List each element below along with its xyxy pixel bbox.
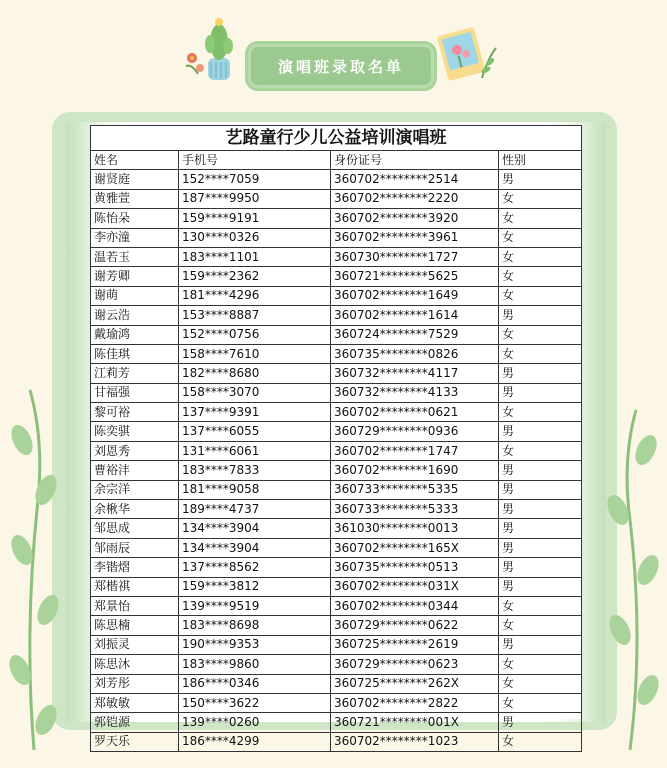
cell-gender: 男: [499, 364, 582, 383]
cell-name: 刘振灵: [91, 635, 179, 654]
cell-id-number: 360702********2822: [331, 693, 499, 712]
cell-id-number: 360725********262X: [331, 674, 499, 693]
cell-id-number: 360724********7529: [331, 325, 499, 344]
header-gender: 性别: [499, 151, 582, 170]
cell-phone: 134****3904: [179, 519, 331, 538]
cell-gender: 女: [499, 228, 582, 247]
cell-name: 黎可裕: [91, 403, 179, 422]
cell-name: 谢云浩: [91, 306, 179, 325]
cell-gender: 男: [499, 558, 582, 577]
cell-gender: 男: [499, 500, 582, 519]
table-title: 艺路童行少儿公益培训演唱班: [91, 126, 582, 151]
cell-name: 郑楷祺: [91, 577, 179, 596]
table-row: [91, 655, 582, 674]
cell-name: 郭铠源: [91, 713, 179, 732]
banner-title: 演唱班录取名单: [248, 44, 434, 88]
cell-name: 陈佳琪: [91, 344, 179, 363]
cell-gender: 女: [499, 596, 582, 615]
cell-id-number: 360735********0826: [331, 344, 499, 363]
cell-gender: 男: [499, 170, 582, 189]
cell-id-number: 360702********165X: [331, 538, 499, 557]
cell-name: 陈奕骐: [91, 422, 179, 441]
cell-gender: 男: [499, 519, 582, 538]
table-row: [91, 635, 582, 654]
cell-phone: 183****7833: [179, 461, 331, 480]
cell-gender: 男: [499, 422, 582, 441]
cell-phone: 159****2362: [179, 267, 331, 286]
table-row: [91, 325, 582, 344]
cell-name: 曹裕沣: [91, 461, 179, 480]
cell-name: 余宗洋: [91, 480, 179, 499]
table-row: [91, 558, 582, 577]
cell-gender: 男: [499, 635, 582, 654]
cell-id-number: 360702********3920: [331, 209, 499, 228]
table-row: [91, 344, 582, 363]
cell-phone: 152****7059: [179, 170, 331, 189]
table-row: [91, 422, 582, 441]
cell-name: 甘福强: [91, 383, 179, 402]
cell-name: 郑敏敏: [91, 693, 179, 712]
potted-plant-icon: [178, 14, 248, 84]
cell-phone: 181****4296: [179, 286, 331, 305]
cell-id-number: 360735********0513: [331, 558, 499, 577]
cell-name: 刘恩秀: [91, 441, 179, 460]
table-row: [91, 247, 582, 266]
table-row: [91, 693, 582, 712]
cell-id-number: 360721********001X: [331, 713, 499, 732]
cell-phone: 134****3904: [179, 538, 331, 557]
cell-gender: 女: [499, 344, 582, 363]
cell-id-number: 360702********0344: [331, 596, 499, 615]
cell-gender: 男: [499, 480, 582, 499]
roster-table: [90, 125, 582, 752]
cell-gender: 女: [499, 247, 582, 266]
cell-gender: 女: [499, 693, 582, 712]
cell-gender: 女: [499, 267, 582, 286]
table-row: [91, 441, 582, 460]
table-row: [91, 616, 582, 635]
cell-id-number: 360702********1690: [331, 461, 499, 480]
cell-gender: 女: [499, 286, 582, 305]
cell-name: 谢贤庭: [91, 170, 179, 189]
cell-name: 郑景怡: [91, 596, 179, 615]
cell-gender: 女: [499, 189, 582, 208]
cell-gender: 女: [499, 441, 582, 460]
cell-id-number: 360729********0622: [331, 616, 499, 635]
cell-gender: 女: [499, 403, 582, 422]
header-name: 姓名: [91, 151, 179, 170]
table-header-row: [91, 151, 582, 170]
cell-phone: 137****6055: [179, 422, 331, 441]
cell-gender: 女: [499, 732, 582, 751]
table-row: [91, 383, 582, 402]
cell-gender: 男: [499, 461, 582, 480]
table-row: [91, 519, 582, 538]
table-row: [91, 732, 582, 751]
roster-sheet: [90, 125, 581, 749]
cell-gender: 女: [499, 616, 582, 635]
cell-id-number: 360702********1023: [331, 732, 499, 751]
cell-phone: 181****9058: [179, 480, 331, 499]
cell-phone: 189****4737: [179, 500, 331, 519]
table-row: [91, 306, 582, 325]
cell-id-number: 360725********2619: [331, 635, 499, 654]
cell-name: 邹思成: [91, 519, 179, 538]
cell-name: 谢芳卿: [91, 267, 179, 286]
cell-id-number: 360733********5333: [331, 500, 499, 519]
cell-phone: 130****0326: [179, 228, 331, 247]
cell-id-number: 360729********0623: [331, 655, 499, 674]
cell-name: 黄雅萱: [91, 189, 179, 208]
flower-card-icon: [430, 18, 500, 88]
cell-phone: 139****9519: [179, 596, 331, 615]
table-row: [91, 577, 582, 596]
cell-phone: 183****9860: [179, 655, 331, 674]
table-row: [91, 500, 582, 519]
cell-phone: 153****8887: [179, 306, 331, 325]
header-id-number: 身份证号: [331, 151, 499, 170]
leaf-vine-icon: [4, 380, 64, 760]
cell-id-number: 360729********0936: [331, 422, 499, 441]
cell-phone: 152****0756: [179, 325, 331, 344]
cell-id-number: 360702********0621: [331, 403, 499, 422]
cell-name: 陈怡朵: [91, 209, 179, 228]
cell-id-number: 360732********4117: [331, 364, 499, 383]
cell-phone: 139****0260: [179, 713, 331, 732]
header-phone: 手机号: [179, 151, 331, 170]
cell-id-number: 361030********0013: [331, 519, 499, 538]
cell-id-number: 360730********1727: [331, 247, 499, 266]
cell-id-number: 360702********1747: [331, 441, 499, 460]
table-row: [91, 286, 582, 305]
table-row: [91, 209, 582, 228]
table-row: [91, 713, 582, 732]
cell-phone: 187****9950: [179, 189, 331, 208]
cell-phone: 150****3622: [179, 693, 331, 712]
cell-phone: 137****9391: [179, 403, 331, 422]
cell-gender: 男: [499, 306, 582, 325]
cell-gender: 男: [499, 383, 582, 402]
cell-name: 陈思沐: [91, 655, 179, 674]
cell-id-number: 360733********5335: [331, 480, 499, 499]
cell-gender: 女: [499, 655, 582, 674]
cell-phone: 190****9353: [179, 635, 331, 654]
cell-id-number: 360702********1649: [331, 286, 499, 305]
cell-name: 戴瑜鸿: [91, 325, 179, 344]
cell-phone: 183****8698: [179, 616, 331, 635]
cell-name: 温若玉: [91, 247, 179, 266]
cell-name: 罗天乐: [91, 732, 179, 751]
cell-phone: 137****8562: [179, 558, 331, 577]
cell-id-number: 360721********5625: [331, 267, 499, 286]
table-row: [91, 364, 582, 383]
table-row: [91, 189, 582, 208]
cell-phone: 159****9191: [179, 209, 331, 228]
cell-name: 邹雨辰: [91, 538, 179, 557]
cell-name: 余楸华: [91, 500, 179, 519]
table-row: [91, 228, 582, 247]
cell-id-number: 360702********1614: [331, 306, 499, 325]
cell-gender: 女: [499, 325, 582, 344]
cell-name: 谢萌: [91, 286, 179, 305]
cell-name: 李亦潼: [91, 228, 179, 247]
cell-name: 江莉芳: [91, 364, 179, 383]
table-row: [91, 674, 582, 693]
cell-gender: 男: [499, 713, 582, 732]
cell-gender: 男: [499, 538, 582, 557]
cell-id-number: 360732********4133: [331, 383, 499, 402]
cell-phone: 158****3070: [179, 383, 331, 402]
cell-id-number: 360702********2514: [331, 170, 499, 189]
table-row: [91, 267, 582, 286]
table-row: [91, 170, 582, 189]
table-row: [91, 596, 582, 615]
cell-phone: 186****0346: [179, 674, 331, 693]
cell-name: 刘芳彤: [91, 674, 179, 693]
table-row: [91, 403, 582, 422]
cell-phone: 131****6061: [179, 441, 331, 460]
cell-gender: 女: [499, 674, 582, 693]
cell-id-number: 360702********031X: [331, 577, 499, 596]
cell-phone: 186****4299: [179, 732, 331, 751]
cell-phone: 159****3812: [179, 577, 331, 596]
table-row: [91, 480, 582, 499]
cell-id-number: 360702********2220: [331, 189, 499, 208]
cell-phone: 182****8680: [179, 364, 331, 383]
cell-gender: 女: [499, 209, 582, 228]
cell-gender: 男: [499, 577, 582, 596]
table-row: [91, 461, 582, 480]
table-row: [91, 538, 582, 557]
cell-id-number: 360702********3961: [331, 228, 499, 247]
cell-phone: 158****7610: [179, 344, 331, 363]
cell-phone: 183****1101: [179, 247, 331, 266]
cell-name: 陈思楠: [91, 616, 179, 635]
cell-name: 李锴熠: [91, 558, 179, 577]
leaf-vine-icon: [600, 400, 664, 760]
